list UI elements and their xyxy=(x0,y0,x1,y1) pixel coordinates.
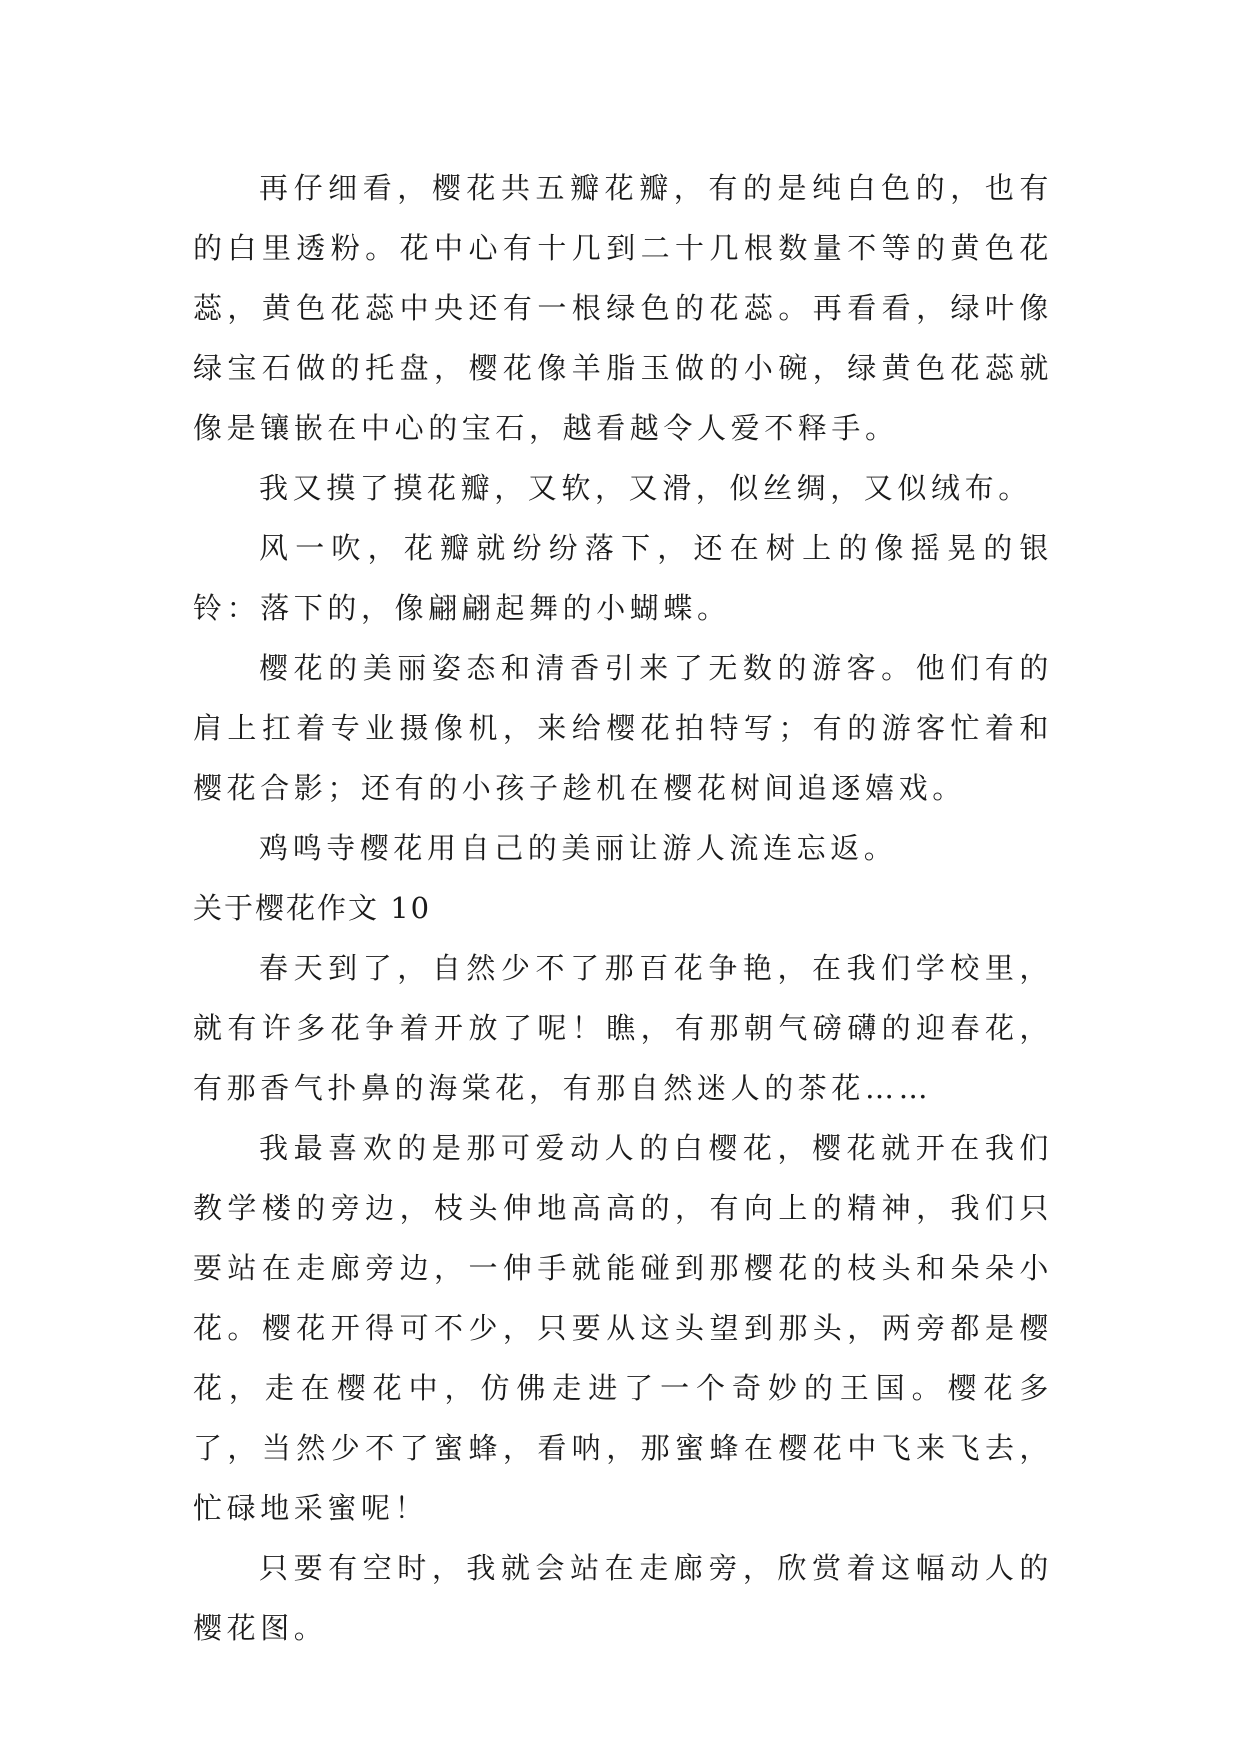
essay-heading: 关于樱花作文 10 xyxy=(193,891,432,925)
paragraph-spring: 春天到了，自然少不了那百花争艳，在我们学校里，就有许多花争着开放了呢！瞧，有那朝气磅礴的迎春花，有那香气扑鼻的海棠花，有那自然迷人的茶花…… xyxy=(193,951,1053,1105)
paragraph-jiming-temple: 鸡鸣寺樱花用自己的美丽让游人流连忘返。 xyxy=(259,831,898,865)
paragraph-conclusion: 只要有空时，我就会站在走廊旁，欣赏着这幅动人的樱花图。 xyxy=(193,1551,1053,1645)
document-body xyxy=(193,158,1053,1658)
paragraph-visitors: 樱花的美丽姿态和清香引来了无数的游客。他们有的肩上扛着专业摄像机，来给樱花拍特写；有的游客忙着和樱花合影；还有的小孩子趁机在樱花树间追逐嬉戏。 xyxy=(193,651,1053,805)
paragraph-white-cherry: 我最喜欢的是那可爱动人的白樱花，樱花就开在我们教学楼的旁边，枝头伸地高高的，有向上的精神，我们只要站在走廊旁边，一伸手就能碰到那樱花的枝头和朵朵小花。樱花开得可不少，只要从这头望到那头，两旁都是樱花，走在樱花中，仿佛走进了一个奇妙的王国。樱花多了，当然少不了蜜蜂，看呐，那蜜蜂在樱花中飞来飞去，忙碌地采蜜呢！ xyxy=(193,1131,1053,1525)
paragraph-wind: 风一吹，花瓣就纷纷落下，还在树上的像摇晃的银铃：落下的，像翩翩起舞的小蝴蝶。 xyxy=(193,531,1053,625)
paragraph-touch-petals: 我又摸了摸花瓣，又软，又滑，似丝绸，又似绒布。 xyxy=(259,471,1032,505)
paragraph-cherry-petals: 再仔细看，樱花共五瓣花瓣，有的是纯白色的，也有的白里透粉。花中心有十几到二十几根数量不等的黄色花蕊，黄色花蕊中央还有一根绿色的花蕊。再看看，绿叶像绿宝石做的托盘，樱花像羊脂玉做的小碗，绿黄色花蕊就像是镶嵌在中心的宝石，越看越令人爱不释手。 xyxy=(193,171,1053,445)
